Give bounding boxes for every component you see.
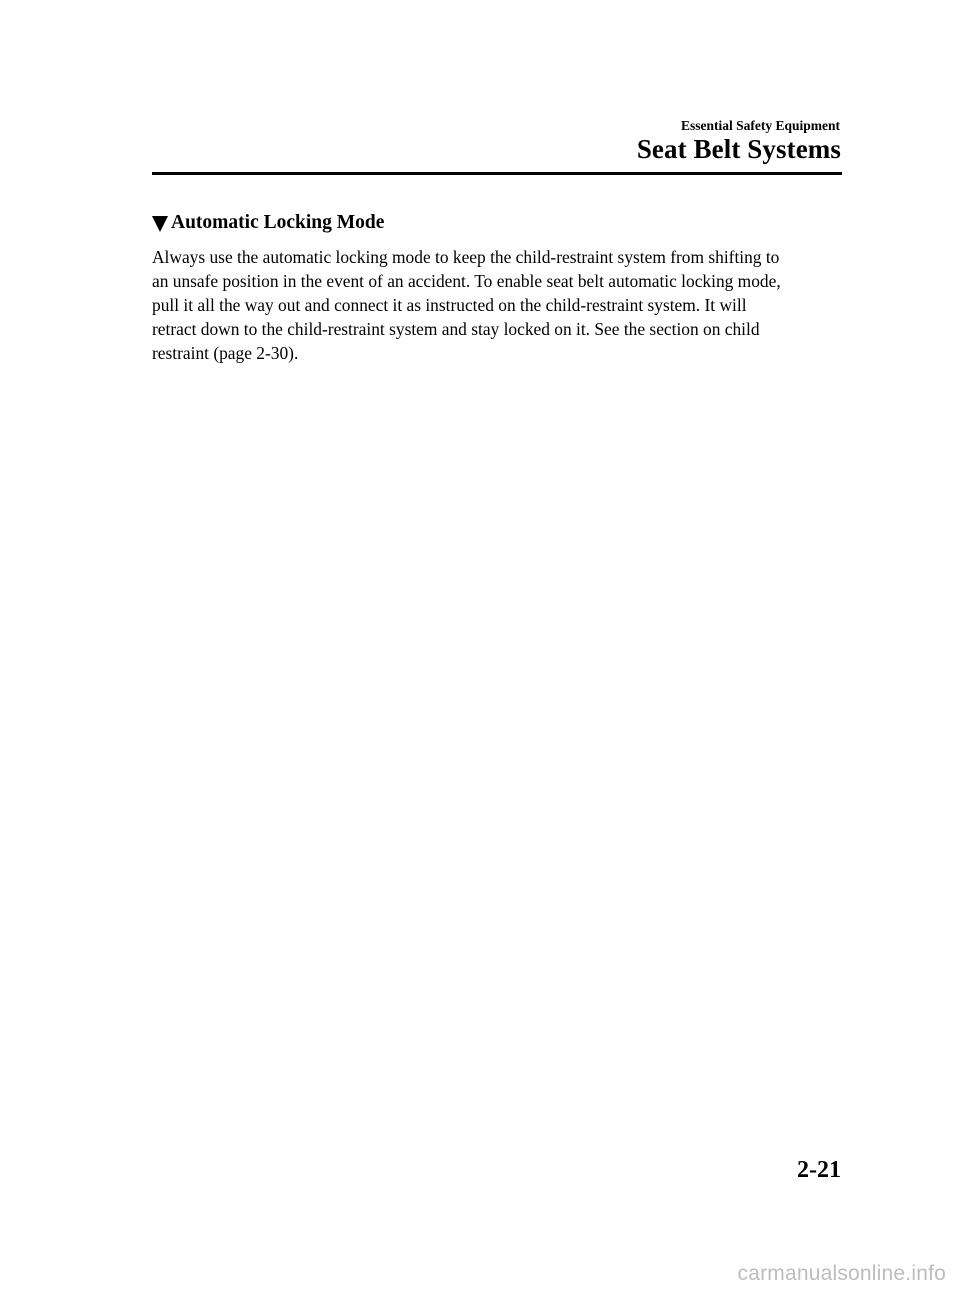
body-paragraph [152, 245, 844, 365]
triangle-marker-icon [152, 216, 168, 232]
subheading-text: Automatic Locking Mode [171, 212, 385, 233]
watermark: carmanualsonline.info [737, 1262, 946, 1285]
header-divider [152, 172, 842, 175]
body-line: an unsafe position in the event of an accident. To enable seat belt automatic locking mode, [152, 271, 781, 291]
section-label: Essential Safety Equipment [680, 118, 840, 133]
subheading [152, 212, 384, 234]
body-line: retract down to the child-restraint system and stay locked on it. See the section on child [152, 319, 760, 339]
body-line: Always use the automatic locking mode to keep the child-restraint system from shifting to [152, 247, 780, 267]
page-title: Seat Belt Systems [636, 134, 841, 164]
body-line: restraint (page 2-30). [152, 343, 299, 363]
page-number: 2-21 [797, 1157, 841, 1183]
body-line: pull it all the way out and connect it as instructed on the child-restraint system. It will [152, 295, 747, 315]
